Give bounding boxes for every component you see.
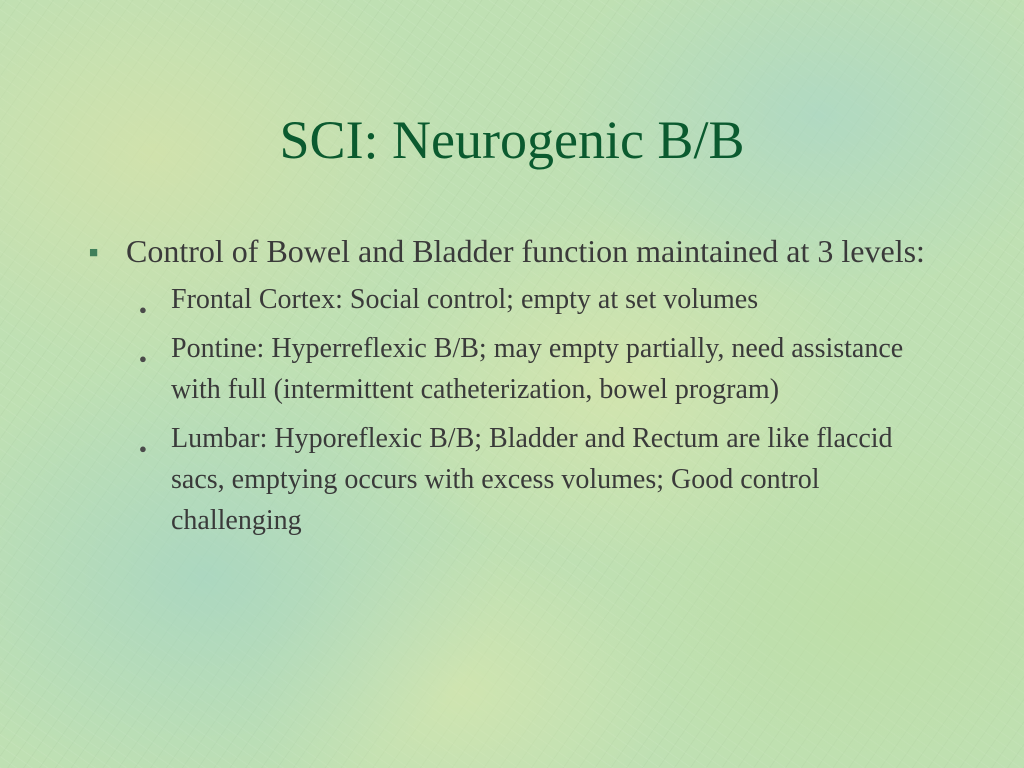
sub-bullet-item xyxy=(84,418,954,541)
round-bullet-icon: ● xyxy=(139,351,147,366)
sub-bullet-text: Pontine: Hyperreflexic B/B; may empty partially, need assistance with full (intermittent catheterization, bowel program) xyxy=(171,333,904,405)
bullet-item xyxy=(84,228,954,275)
bullet-text: Control of Bowel and Bladder function maintained at 3 levels: xyxy=(126,233,925,269)
round-bullet-icon: ● xyxy=(139,302,147,317)
sub-bullet-text: Lumbar: Hyporeflexic B/B; Bladder and Rectum are like flaccid sacs, emptying occurs with excess volumes; Good control challenging xyxy=(171,423,893,536)
sub-bullet-item xyxy=(84,279,954,320)
slide-body xyxy=(84,228,954,549)
slide-title: SCI: Neurogenic B/B xyxy=(279,110,745,170)
sub-bullet-list xyxy=(84,279,954,541)
square-bullet-icon: ■ xyxy=(89,245,99,261)
sub-bullet-text: Frontal Cortex: Social control; empty at set volumes xyxy=(171,284,759,315)
sub-bullet-item xyxy=(84,328,954,410)
round-bullet-icon: ● xyxy=(139,441,147,456)
